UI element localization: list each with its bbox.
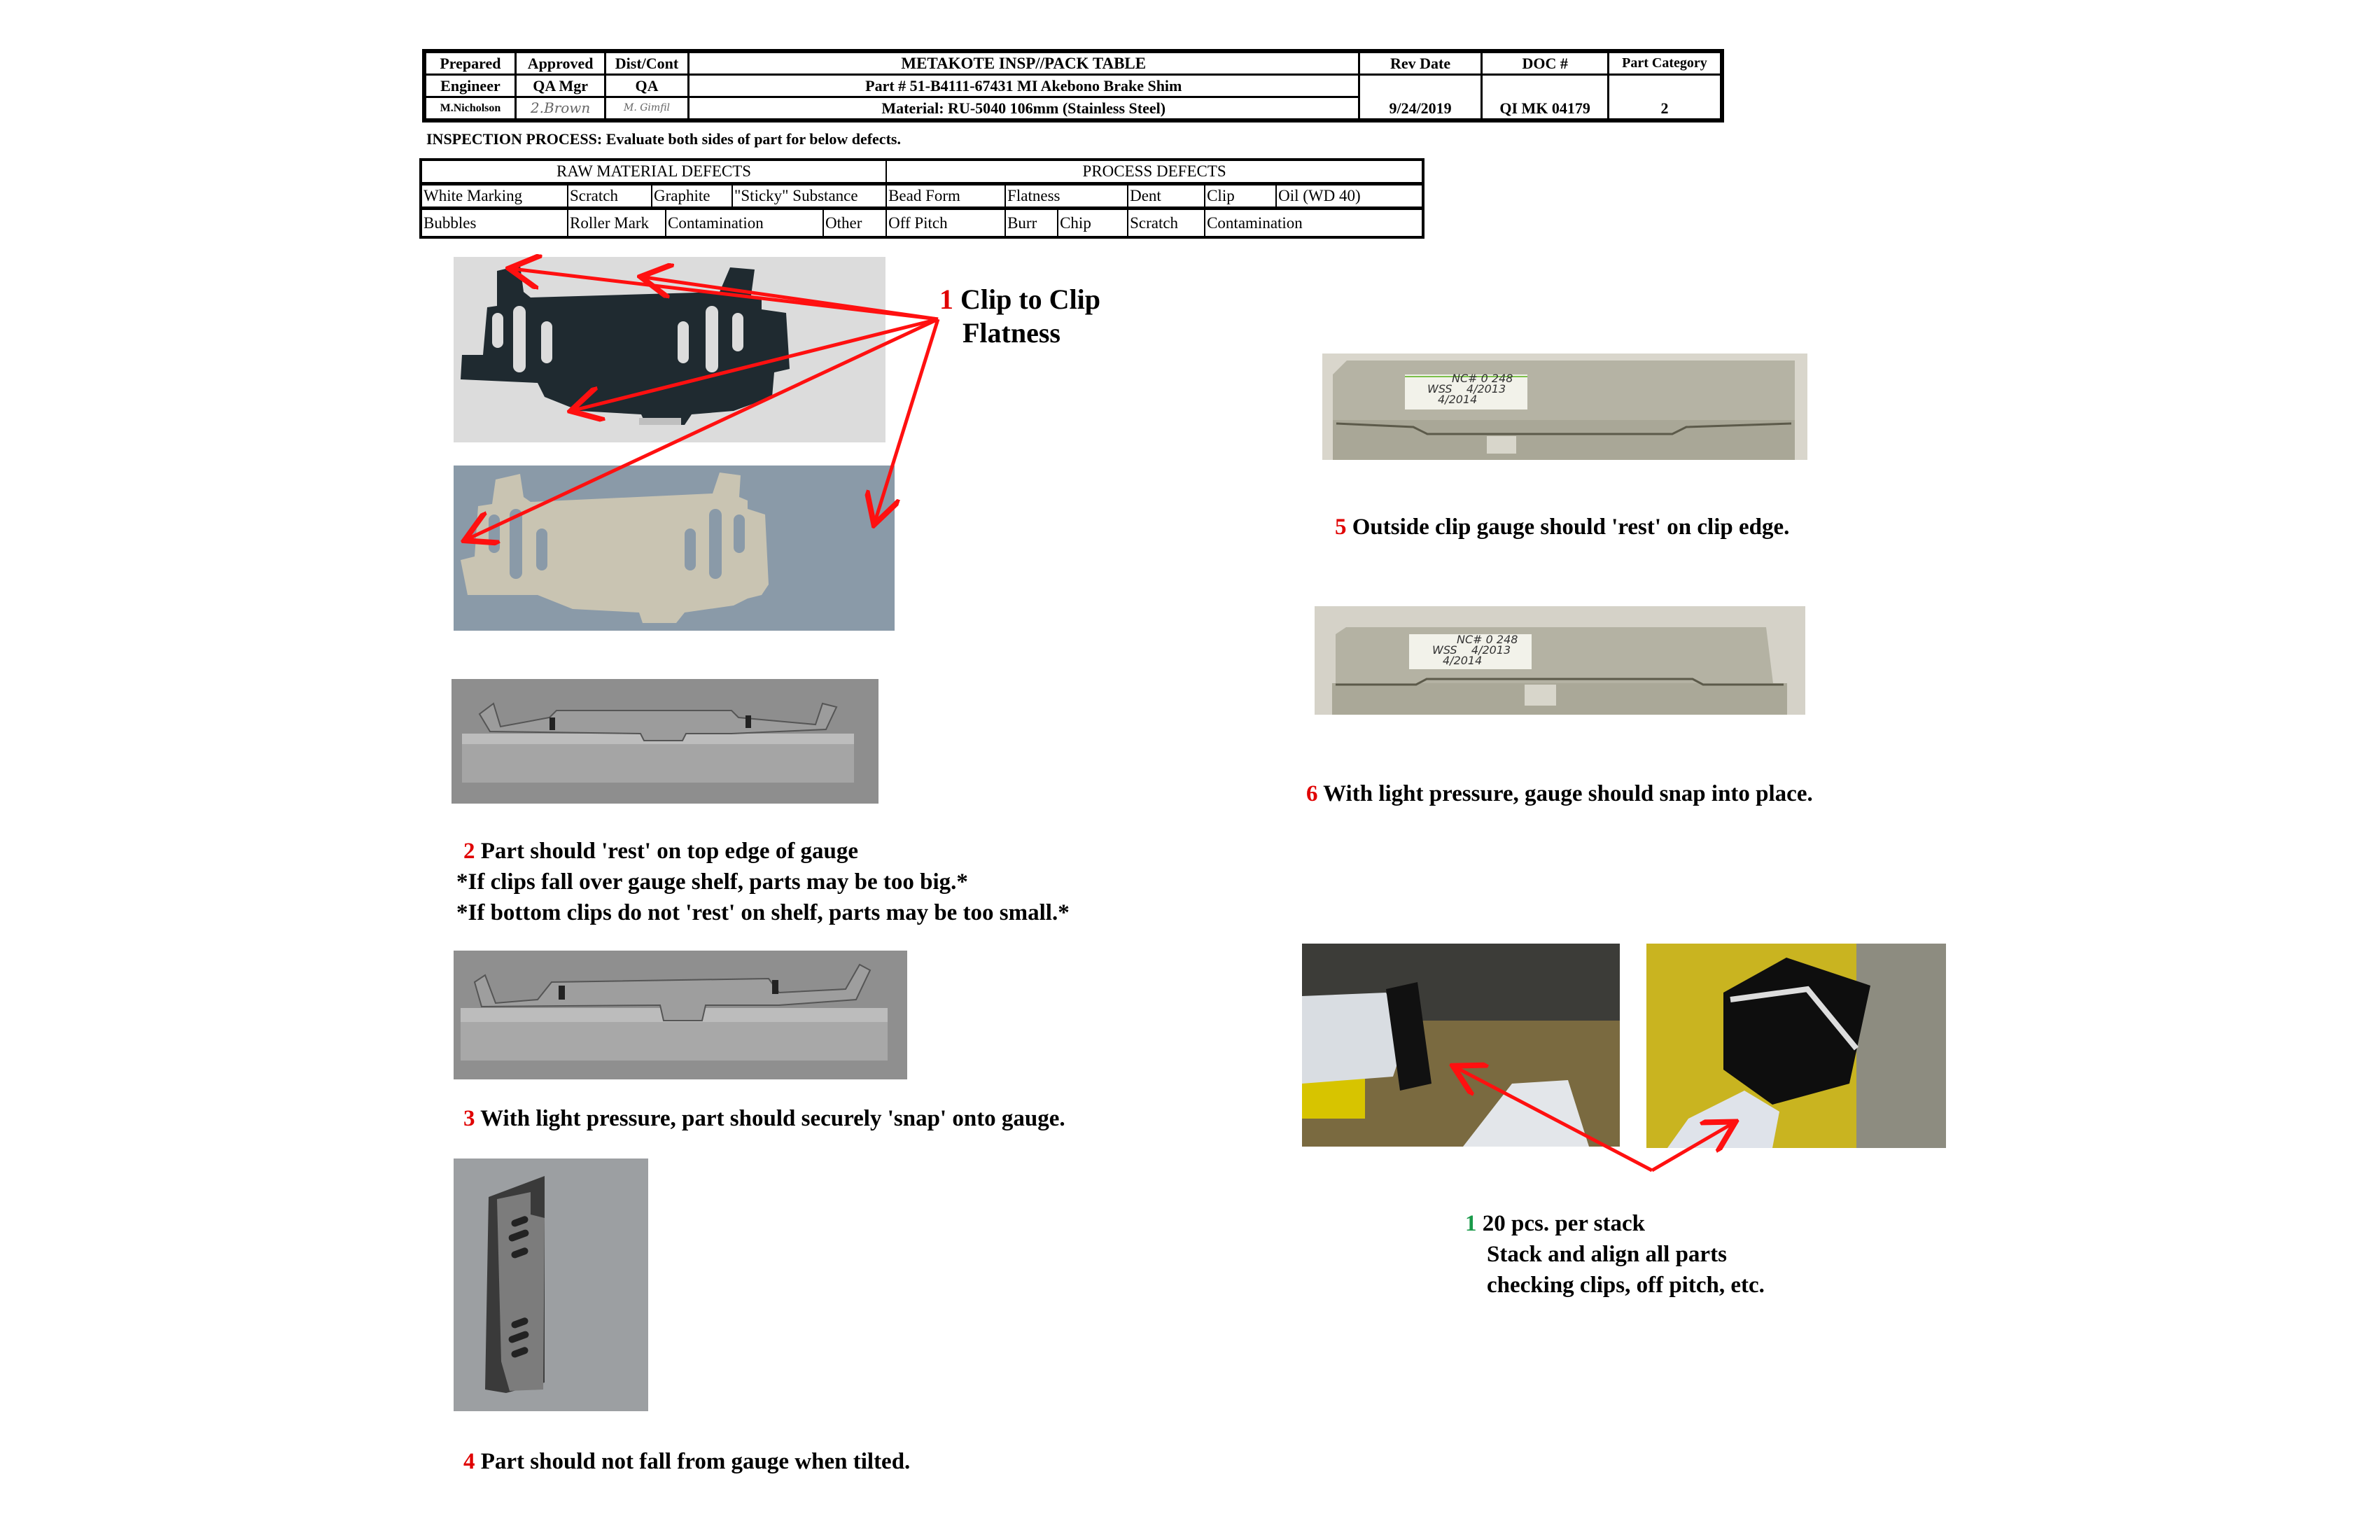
step-2-note-too-big: *If clips fall over gauge shelf, parts may be too big.*	[456, 869, 968, 895]
pack-step-line2: Stack and align all parts	[1487, 1242, 1727, 1267]
defect-other: Other	[823, 209, 886, 238]
dist-signature: M. Gimfil	[606, 97, 688, 121]
prepared-signature: M.Nicholson	[424, 97, 515, 121]
step-1-label: 1 Clip to Clip	[939, 284, 1101, 315]
step-3-number: 3	[463, 1106, 475, 1131]
defect-off-pitch: Off Pitch	[886, 209, 1005, 238]
step-2-label: 2 Part should 'rest' on top edge of gauge	[463, 839, 859, 864]
pack-step-line3: checking clips, off pitch, etc.	[1487, 1273, 1765, 1298]
part-category-value: 2	[1608, 75, 1722, 121]
defect-bead-form: Bead Form	[886, 184, 1005, 209]
defect-graphite: Graphite	[652, 184, 732, 209]
raw-material-defects-title: RAW MATERIAL DEFECTS	[421, 160, 886, 184]
defect-sticky-substance: "Sticky" Substance	[732, 184, 886, 209]
defect-contamination-raw: Contamination	[666, 209, 823, 238]
stacking-arrows	[1435, 1050, 1750, 1176]
defect-dent: Dent	[1128, 184, 1205, 209]
step-4-label: 4 Part should not fall from gauge when tilted.	[463, 1449, 911, 1474]
step-6-number: 6	[1306, 781, 1318, 806]
tilted-gauge-photo	[454, 1158, 648, 1411]
gauge-calibration-label-6: NC# 0 248 WSS 4/2013 4/2014	[1432, 633, 1518, 667]
pack-step-number: 1	[1465, 1211, 1477, 1236]
rev-date-value: 9/24/2019	[1359, 75, 1482, 121]
defect-scratch-process: Scratch	[1128, 209, 1205, 238]
part-on-gauge-photo	[451, 679, 878, 804]
doc-number-header: DOC #	[1482, 51, 1609, 75]
dist-role: QA	[606, 75, 688, 97]
rev-date-header: Rev Date	[1359, 51, 1482, 75]
step-2-number: 2	[463, 839, 475, 864]
approved-role: QA Mgr	[515, 75, 605, 97]
part-category-header: Part Category	[1608, 51, 1722, 75]
step-3-label: 3 With light pressure, part should securely 'snap' onto gauge.	[463, 1106, 1065, 1131]
inspection-caption: INSPECTION PROCESS: Evaluate both sides of part for below defects.	[426, 130, 901, 148]
dist-header: Dist/Cont	[606, 51, 688, 75]
outside-clip-gauge-photo	[1322, 354, 1807, 460]
doc-number-value: QI MK 04179	[1482, 75, 1609, 121]
defect-burr: Burr	[1005, 209, 1058, 238]
step-1-label-line2: Flatness	[962, 317, 1060, 349]
defect-contamination-process: Contamination	[1205, 209, 1423, 238]
document-header-table	[422, 49, 1724, 122]
defect-bubbles: Bubbles	[421, 209, 568, 238]
prepared-header: Prepared	[424, 51, 515, 75]
defect-clip: Clip	[1205, 184, 1276, 209]
flatness-arrows	[448, 252, 952, 567]
prepared-role: Engineer	[424, 75, 515, 97]
process-defects-title: PROCESS DEFECTS	[886, 160, 1423, 184]
approved-header: Approved	[515, 51, 605, 75]
step-1-number: 1	[939, 284, 953, 315]
document-title: METAKOTE INSP//PACK TABLE	[688, 51, 1359, 75]
step-6-label: 6 With light pressure, gauge should snap into place.	[1306, 781, 1813, 806]
defect-white-marking: White Marking	[421, 184, 568, 209]
defect-chip: Chip	[1058, 209, 1128, 238]
step-5-number: 5	[1335, 514, 1347, 540]
defects-table	[419, 158, 1424, 239]
pack-step-label: 1 20 pcs. per stack	[1465, 1211, 1645, 1236]
gauge-calibration-label-5: NC# 0 248 WSS 4/2013 4/2014	[1427, 372, 1513, 406]
defect-flatness: Flatness	[1005, 184, 1128, 209]
gauge-snapped-photo	[1315, 606, 1805, 715]
part-number: Part # 51-B4111-67431 MI Akebono Brake Shim	[688, 75, 1359, 97]
defect-oil: Oil (WD 40)	[1276, 184, 1423, 209]
defect-roller-mark: Roller Mark	[568, 209, 666, 238]
step-4-number: 4	[463, 1449, 475, 1474]
step-5-label: 5 Outside clip gauge should 'rest' on clip edge.	[1335, 514, 1790, 540]
approved-signature: 2.Brown	[515, 97, 605, 121]
defect-scratch-raw: Scratch	[568, 184, 652, 209]
step-2-note-too-small: *If bottom clips do not 'rest' on shelf, parts may be too small.*	[456, 900, 1070, 925]
part-snapped-gauge-photo	[454, 951, 907, 1079]
material: Material: RU-5040 106mm (Stainless Steel)	[688, 97, 1359, 121]
